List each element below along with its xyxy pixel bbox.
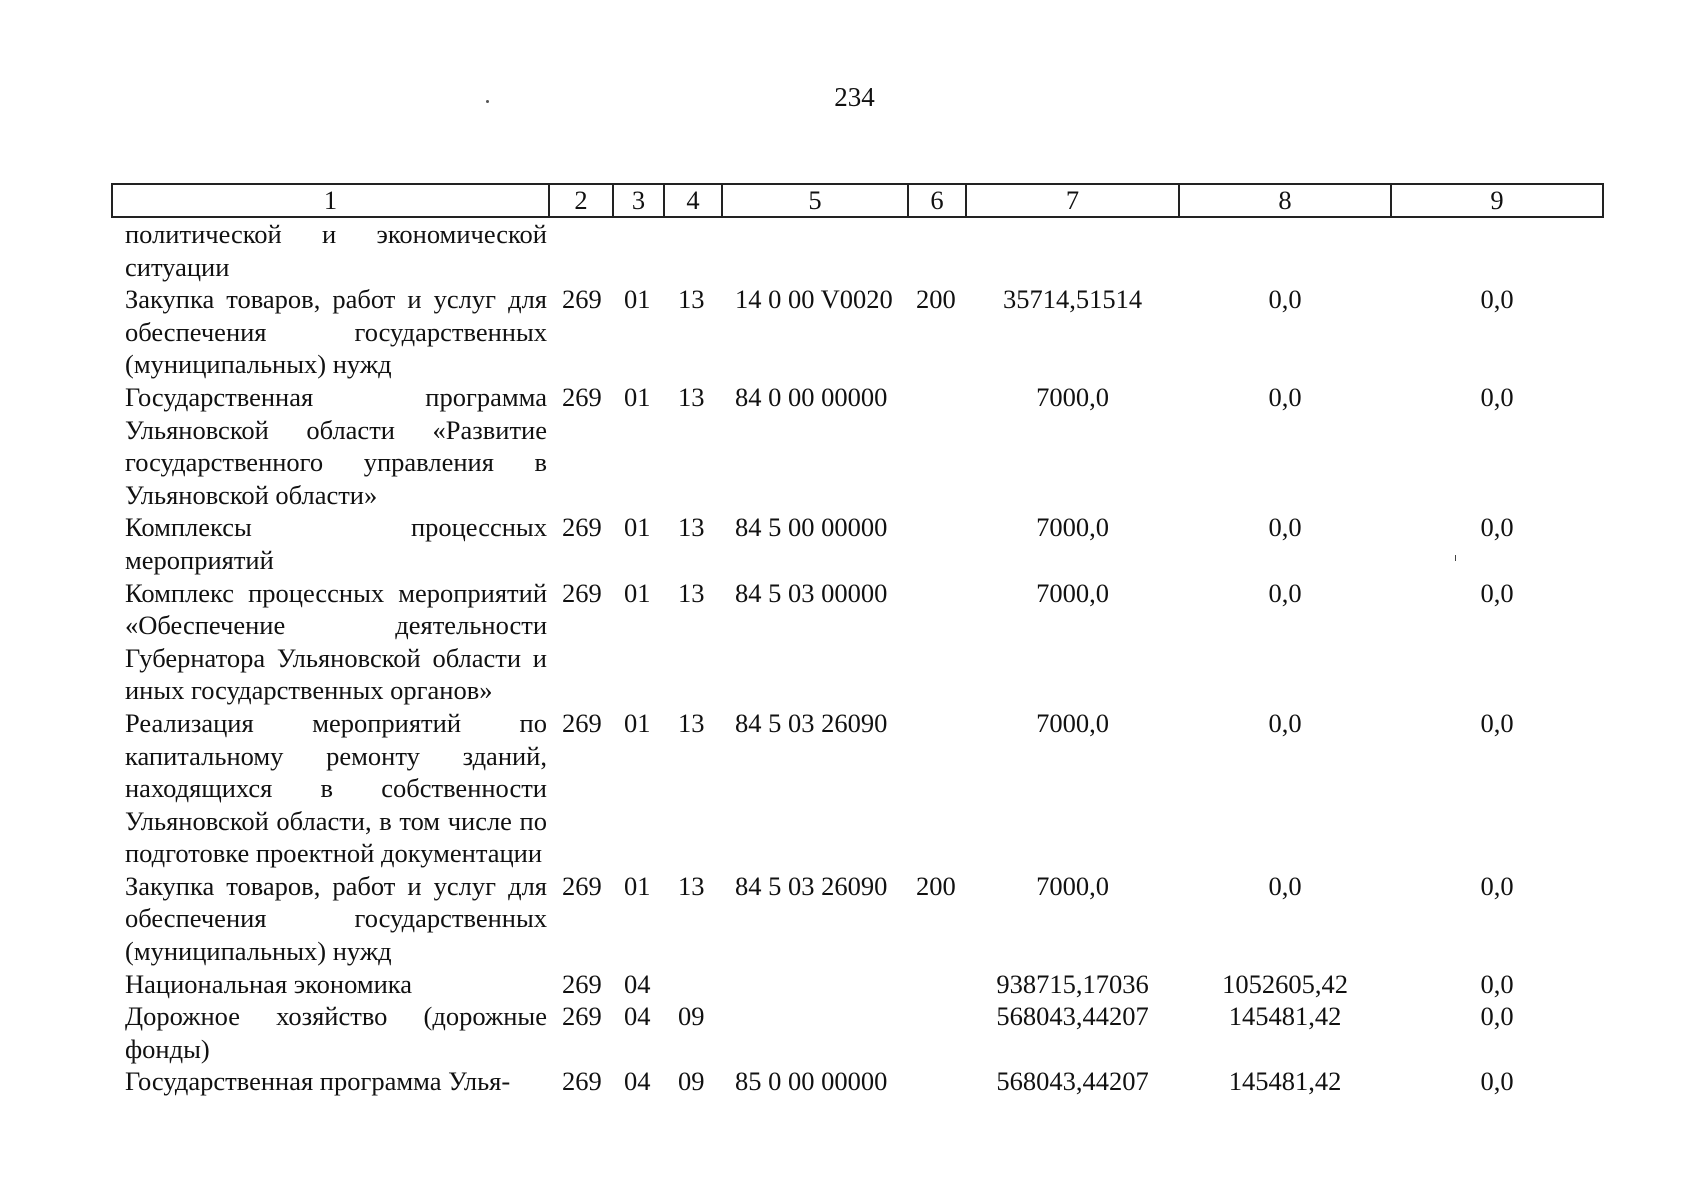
amount-col-7: 7000,0 bbox=[1036, 707, 1109, 738]
subsection-code: 13 bbox=[678, 284, 705, 315]
amount-col-8: 0,0 bbox=[1268, 381, 1302, 412]
target-article-code: 84 5 03 26090 bbox=[735, 707, 888, 738]
row-description: Государственная программа Ульяновской области «Развитие государственного управления в Ульяновской области» bbox=[125, 381, 547, 510]
scan-speck bbox=[486, 100, 489, 103]
ministry-code: 269 bbox=[562, 707, 602, 738]
amount-col-8: 0,0 bbox=[1268, 512, 1302, 543]
header-cell: 7 bbox=[966, 184, 1179, 217]
page-number: 234 bbox=[834, 82, 875, 112]
expense-type-code bbox=[908, 511, 966, 576]
amount-col-8: 1052605,42 bbox=[1222, 968, 1348, 999]
amount-col-8: 0,0 bbox=[1268, 577, 1302, 608]
amount-col-8: 145481,42 bbox=[1228, 1066, 1342, 1097]
expense-type-code bbox=[908, 577, 966, 707]
section-code: 01 bbox=[624, 284, 651, 315]
table-row bbox=[112, 381, 1603, 511]
target-article-code bbox=[722, 968, 908, 1001]
header-cell: 5 bbox=[722, 184, 908, 217]
amount-col-7: 568043,44207 bbox=[996, 1001, 1149, 1032]
target-article-code: 84 0 00 00000 bbox=[735, 381, 888, 412]
table-row bbox=[112, 707, 1603, 870]
amount-col-7: 35714,51514 bbox=[1002, 284, 1143, 315]
row-description: Дорожное хозяйство (дорожные фонды) bbox=[125, 1001, 547, 1064]
target-article-code: 84 5 03 26090 bbox=[735, 870, 888, 901]
amount-col-8: 0,0 bbox=[1268, 870, 1302, 901]
target-article-code: 84 5 03 00000 bbox=[735, 577, 888, 608]
amount-col-8: 145481,42 bbox=[1228, 1001, 1342, 1032]
expense-type-code bbox=[908, 707, 966, 870]
ministry-code: 269 bbox=[562, 512, 602, 543]
row-description: политической и экономической ситуации bbox=[125, 219, 547, 282]
target-article-code bbox=[722, 1000, 908, 1065]
subsection-code: 13 bbox=[678, 870, 705, 901]
table-row bbox=[112, 1000, 1603, 1065]
amount-col-8: 0,0 bbox=[1268, 284, 1302, 315]
ministry-code: 269 bbox=[562, 577, 602, 608]
subsection-code: 09 bbox=[678, 1001, 705, 1032]
table-row bbox=[112, 1065, 1603, 1098]
target-article-code bbox=[722, 217, 908, 283]
header-cell: 2 bbox=[549, 184, 613, 217]
row-description: Национальная экономика bbox=[125, 968, 413, 999]
section-code: 01 bbox=[624, 577, 651, 608]
ministry-code bbox=[549, 217, 613, 283]
section-code bbox=[613, 217, 664, 283]
header-cell: 6 bbox=[908, 184, 966, 217]
expense-type-code bbox=[908, 1000, 966, 1065]
subsection-code: 13 bbox=[678, 512, 705, 543]
target-article-code: 85 0 00 00000 bbox=[735, 1066, 888, 1097]
amount-col-8 bbox=[1179, 217, 1391, 283]
amount-col-7 bbox=[966, 217, 1179, 283]
table-row bbox=[112, 968, 1603, 1001]
ministry-code: 269 bbox=[562, 870, 602, 901]
target-article-code: 14 0 00 V0020 bbox=[735, 284, 893, 315]
subsection-code: 13 bbox=[678, 381, 705, 412]
amount-col-8: 0,0 bbox=[1268, 707, 1302, 738]
section-code: 04 bbox=[624, 968, 651, 999]
amount-col-7: 7000,0 bbox=[1036, 577, 1109, 608]
section-code: 01 bbox=[624, 707, 651, 738]
expense-type-code bbox=[908, 217, 966, 283]
budget-table bbox=[111, 183, 1604, 1098]
ministry-code: 269 bbox=[562, 968, 602, 999]
amount-col-9: 0,0 bbox=[1480, 284, 1514, 315]
expense-type-code: 200 bbox=[916, 284, 956, 315]
header-cell: 1 bbox=[112, 184, 549, 217]
row-description: Закупка товаров, работ и услуг для обеспечения государственных (муниципальных) нужд bbox=[125, 284, 547, 380]
table-row bbox=[112, 577, 1603, 707]
amount-col-7: 7000,0 bbox=[1036, 381, 1109, 412]
target-article-code: 84 5 00 00000 bbox=[735, 512, 888, 543]
table-row bbox=[112, 870, 1603, 968]
ministry-code: 269 bbox=[562, 1066, 602, 1097]
amount-col-9: 0,0 bbox=[1480, 512, 1514, 543]
section-code: 04 bbox=[624, 1066, 651, 1097]
subsection-code: 09 bbox=[678, 1066, 705, 1097]
amount-col-9: 0,0 bbox=[1480, 577, 1514, 608]
expense-type-code bbox=[908, 1065, 966, 1098]
amount-col-9: 0,0 bbox=[1480, 707, 1514, 738]
table-row bbox=[112, 283, 1603, 381]
amount-col-9: 0,0 bbox=[1480, 1001, 1514, 1032]
amount-col-7: 7000,0 bbox=[1036, 512, 1109, 543]
expense-type-code: 200 bbox=[916, 870, 956, 901]
ministry-code: 269 bbox=[562, 381, 602, 412]
amount-col-7: 938715,17036 bbox=[996, 968, 1149, 999]
expense-type-code bbox=[908, 968, 966, 1001]
amount-col-7: 568043,44207 bbox=[996, 1066, 1149, 1097]
subsection-code bbox=[664, 217, 722, 283]
subsection-code bbox=[664, 968, 722, 1001]
header-cell: 4 bbox=[664, 184, 722, 217]
section-code: 01 bbox=[624, 381, 651, 412]
row-description: Закупка товаров, работ и услуг для обеспечения государственных (муниципальных) нужд bbox=[125, 870, 547, 967]
row-description: Реализация мероприятий по капитальному ремонту зданий, находящихся в собственности Ульяновской области, в том числе по подготовке проектной документации bbox=[125, 707, 547, 869]
row-description: Государственная программа Улья- bbox=[125, 1066, 511, 1097]
section-code: 01 bbox=[624, 512, 651, 543]
expense-type-code bbox=[908, 381, 966, 511]
amount-col-9: 0,0 bbox=[1480, 968, 1514, 999]
header-cell: 3 bbox=[613, 184, 664, 217]
row-description: Комплексы процессных мероприятий bbox=[125, 512, 547, 575]
amount-col-9: 0,0 bbox=[1480, 870, 1514, 901]
ministry-code: 269 bbox=[562, 1001, 602, 1032]
amount-col-9 bbox=[1391, 217, 1603, 283]
table-row bbox=[112, 217, 1603, 283]
header-cell: 8 bbox=[1179, 184, 1391, 217]
header-cell: 9 bbox=[1391, 184, 1603, 217]
amount-col-9: 0,0 bbox=[1480, 1066, 1514, 1097]
amount-col-9: 0,0 bbox=[1480, 381, 1514, 412]
subsection-code: 13 bbox=[678, 707, 705, 738]
table-row bbox=[112, 511, 1603, 576]
amount-col-7: 7000,0 bbox=[1036, 870, 1109, 901]
row-description: Комплекс процессных мероприятий «Обеспечение деятельности Губернатора Ульяновской области и иных государственных органов» bbox=[125, 577, 547, 706]
section-code: 01 bbox=[624, 870, 651, 901]
ministry-code: 269 bbox=[562, 284, 602, 315]
section-code: 04 bbox=[624, 1001, 651, 1032]
table-header-row bbox=[112, 184, 1603, 217]
subsection-code: 13 bbox=[678, 577, 705, 608]
